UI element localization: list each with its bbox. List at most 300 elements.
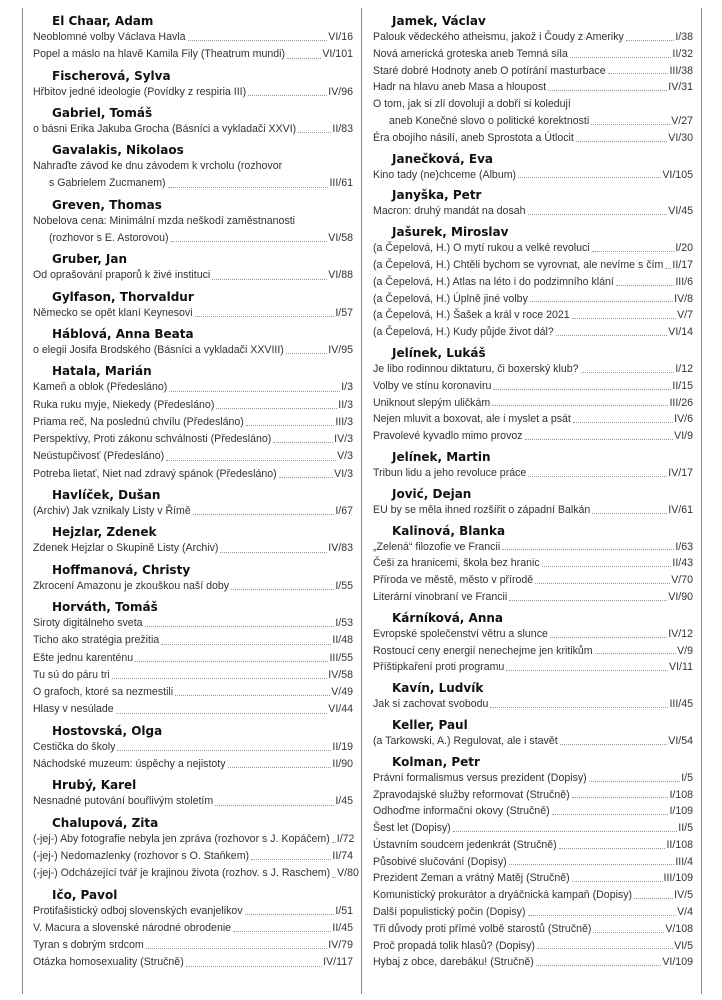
dot-leader [116,701,328,713]
entry-line [373,887,693,904]
entry-page: VI/3 [334,467,353,480]
entry-title: Kino tady (ne)chceme (Album) [373,168,517,181]
entry-page: IV/96 [328,85,353,98]
entry-page: IV/8 [674,292,693,305]
entry-page: VI/44 [328,703,353,716]
entry-line [33,397,353,414]
entry-line [33,739,353,756]
entry-title-continued: s Gabrielem Zucmanem) [49,177,166,190]
index-entry [33,213,353,248]
entry-title: Priama reč, Na poslednú chvílu (Předesláno) [33,415,244,428]
entry-line [373,733,693,750]
entry-page: I/12 [675,362,693,375]
dot-leader [570,46,672,58]
entry-title: (a Tarkowski, A.) Regulovat, ale i stavět [373,734,558,747]
entry-title: Rostoucí ceny energií nenechejme jen kritikům [373,644,593,657]
entry-page: III/38 [669,64,693,77]
entry-title: (Archiv) Jak vznikaly Listy v Římě [33,505,191,518]
dot-leader [572,307,676,319]
entry-line [33,701,353,718]
entry-page: V/7 [677,309,693,322]
index-entry [33,865,359,882]
entry-line [373,539,693,556]
dot-leader [589,770,681,782]
entry-title: Hybaj z obce, darebáku! (Stručně) [373,956,534,969]
index-entry [373,274,693,291]
entry-page: IV/12 [668,627,693,640]
entry-line [33,667,353,684]
entry-line [373,274,693,291]
author-heading: Háblová, Anna Beata [52,326,194,341]
entry-line [373,954,693,971]
entry-title: o elegii Josifa Brodského (Básníci a vykladači XXVIII) [33,343,284,356]
dot-leader [490,696,668,708]
index-entry [373,589,693,606]
entry-page: IV/5 [674,889,693,902]
dot-leader [608,63,669,75]
entry-title: Příroda ve městě, město v přírodě [373,574,534,587]
entry-page: V/27 [671,114,693,127]
entry-page: VI/5 [674,939,693,952]
dot-leader [248,84,327,96]
author-heading: Gruber, Jan [52,252,128,267]
entry-line [33,213,353,230]
entry-line [373,29,693,46]
dot-leader [559,837,666,849]
dot-leader [572,787,669,799]
entry-title: O tom, jak si zlí dovolují a dobří si koledují [373,98,571,111]
dot-leader [251,848,331,860]
entry-title: Siroty digitálneho sveta [33,616,143,629]
entry-title: „Zelená“ filozofie ve Francii [373,540,501,553]
entry-title: (-jej-) Aby fotografie nebyla jen zpráva (rozhovor s J. Kopáčem) [33,832,330,845]
dot-leader [135,650,328,662]
dot-leader [530,291,673,303]
entry-page: III/109 [663,872,693,885]
entry-title: Ticho ako stratégia prežitia [33,634,160,647]
entry-line [33,448,353,465]
dot-leader [573,411,673,423]
entry-page: VI/58 [328,232,353,245]
entry-line [373,203,693,220]
index-entry [33,831,353,848]
entry-page: II/90 [332,758,353,771]
index-entry [373,887,693,904]
entry-line [33,848,353,865]
entry-line [33,121,353,138]
index-entry [373,307,693,324]
entry-page: V/4 [677,906,693,919]
entry-page: VI/109 [662,956,693,969]
author-heading: El Chaar, Adam [52,14,154,28]
right-border-rule [701,8,702,994]
entry-line [33,431,353,448]
entry-page: VI/105 [662,168,693,181]
dot-leader [552,803,669,815]
entry-title: Neoblomné volby Václava Havla [33,31,186,43]
entry-line [33,793,353,810]
index-entry [373,938,693,955]
author-heading: Jović, Dejan [392,486,472,501]
dot-leader [556,324,667,336]
index-entry [33,903,353,920]
entry-line [373,63,693,80]
entry-title: (a Čepelová, H.) Atlas na léto i do podzimního klání [373,275,614,288]
entry-page: II/43 [672,557,693,570]
entry-page: II/32 [672,47,693,60]
entry-title: (a Čepelová, H.) O mytí rukou a velké revoluci [373,242,590,255]
entry-line [33,267,353,284]
index-entry [373,46,693,63]
dot-leader [542,555,672,567]
entry-page: V/80 [337,867,359,880]
entry-title: Palouk vědeckého atheismu, jakož i Čoudy z Ameriky [373,31,624,43]
index-entry [373,167,693,184]
dot-leader [175,684,330,696]
author-heading: Havlíček, Dušan [52,488,161,503]
entry-title: Cestička do školy [33,740,116,753]
entry-page: II/108 [666,838,693,851]
entry-title: Nobelova cena: Minimální mzda neškodí zaměstnanosti [33,214,296,227]
index-entry [373,954,693,971]
index-entry [33,615,353,632]
entry-page: III/6 [675,275,693,288]
entry-line [33,756,353,773]
entry-page: IV/83 [328,542,353,555]
entry-line [33,954,353,971]
entry-line [373,79,693,96]
index-entry [373,626,693,643]
entry-line [33,540,353,557]
entry-title: Češi za hranicemi, škola bez hranic [373,557,540,570]
entry-title: Literární vinobraní ve Francii [373,590,508,603]
entry-line [373,96,693,113]
dot-leader [528,904,677,916]
entry-page: VI/9 [674,430,693,443]
dot-leader [169,379,340,391]
entry-page: I/53 [335,616,353,629]
entry-page: I/20 [675,242,693,255]
dot-leader [228,756,332,768]
dot-leader [506,659,668,671]
entry-page: VI/14 [668,326,693,339]
index-entry [373,411,693,428]
entry-page: III/45 [669,698,693,711]
entry-line [33,342,353,359]
entry-title: Hřbitov jedné ideologie (Povídky z respiria III) [33,85,247,98]
entry-page: IV/3 [334,433,353,446]
index-entry [373,79,693,96]
dot-leader [525,428,674,440]
entry-line [33,305,353,322]
dot-leader [576,130,667,142]
entry-line [33,937,353,954]
entry-page: IV/58 [328,668,353,681]
entry-page: I/38 [675,31,693,43]
entry-page: I/51 [335,904,353,917]
index-entry [33,739,353,756]
index-entry [373,240,693,257]
index-entry [373,733,693,750]
entry-title: (-jej-) Odcházející tvář je krajinou života (rozhov. s J. Raschem) [33,867,331,880]
entry-line [33,414,353,431]
entry-page: II/5 [678,822,693,835]
entry-page: VI/11 [669,661,693,674]
entry-line [373,324,693,341]
entry-title: Komunistický prokurátor a dryáčnická kampaň (Dopisy) [373,889,633,902]
entry-title: EU by se měla ihned rozšířit o západní Balkán [373,503,591,516]
entry-line [33,29,353,46]
entry-page: I/72 [336,832,355,845]
entry-line [373,361,693,378]
entry-title: V. Macura a slovenské národné obrodenie [33,921,232,934]
entry-line [33,632,353,649]
entry-title-continued: (rozhovor s E. Astorovou) [49,232,169,245]
entry-title: Je libo rodinnou diktaturu, či boxerský klub? [373,362,579,375]
entry-title: Nahraďte závod ke dnu závodem k vrcholu (rozhovor [33,160,283,173]
index-entry [373,870,693,887]
entry-title: Náchodské muzeum: úspěchy a nejistoty [33,758,226,771]
entry-line [373,411,693,428]
dot-leader [535,572,670,584]
index-entry [33,684,353,701]
entry-page: VI/30 [668,131,693,144]
index-entry [373,921,693,938]
index-entry [33,397,353,414]
author-heading: Chalupová, Zita [52,815,159,830]
entry-title: Neústupčivosť (Předesláno) [33,450,165,463]
dot-leader [166,448,336,460]
entry-page: III/4 [675,855,693,868]
entry-page: II/15 [672,379,693,392]
index-entry [33,650,353,667]
dot-leader [286,342,327,354]
entry-line [373,820,693,837]
entry-page: I/67 [335,505,353,518]
index-entry [373,203,693,220]
index-entry [373,257,693,274]
dot-leader [537,938,673,950]
entry-line [373,589,693,606]
entry-title: Tyran s dobrým srdcom [33,939,144,952]
entry-page: VI/45 [668,205,693,218]
dot-leader [117,739,331,751]
entry-title: Další populistický počin (Dopisy) [373,906,526,919]
entry-title: Ústavním soudcem jedenkrát (Stručně) [373,838,557,851]
dot-leader [665,257,671,269]
entry-title: Éra obojího násilí, aneb Sprostota a Útlocit [373,131,574,144]
entry-title: Zpravodajské služby reformovat (Stručně) [373,788,570,801]
entry-line [373,378,693,395]
index-entry [33,954,353,971]
index-entry [33,701,353,718]
column-divider-rule [361,8,362,994]
entry-page: IV/6 [674,413,693,426]
entry-title: (a Čepelová, H.) Kudy půjde život dál? [373,326,554,339]
index-entry [33,937,353,954]
entry-title: (a Čepelová, H.) Šašek a král v roce 2021 [373,309,570,322]
dot-leader [287,46,321,58]
index-entry [373,820,693,837]
entry-title: Odhoďme informační okovy (Stručně) [373,805,550,818]
entry-title: Hlasy v nesúlade [33,703,114,716]
index-column-left [33,13,359,972]
entry-page: V/9 [677,644,693,657]
author-heading: Kavín, Ludvík [392,681,484,696]
entry-page: II/45 [332,921,353,934]
index-entry [373,63,693,80]
entry-page: IV/79 [328,939,353,952]
entry-page: IV/117 [323,956,353,969]
entry-line [33,903,353,920]
dot-leader [572,870,663,882]
dot-leader [168,175,329,187]
entry-page: IV/61 [668,503,693,516]
index-entry [373,770,693,787]
index-entry [373,787,693,804]
entry-line [373,555,693,572]
author-heading: Fischerová, Sylva [52,68,171,83]
index-entry [373,395,693,412]
dot-leader [332,831,336,843]
index-entry [373,378,693,395]
entry-page: VI/16 [328,31,353,43]
index-entry [373,361,693,378]
index-entry [373,643,693,660]
index-entry [373,428,693,445]
entry-page: V/108 [665,922,693,935]
dot-leader [112,667,328,679]
index-entry [33,793,353,810]
entry-title: Nesnadné putování bouřlivým stoletím [33,795,214,808]
index-entry [33,414,353,431]
entry-line [33,650,353,667]
entry-line [373,291,693,308]
entry-title: Staré dobré Hodnoty aneb O potírání masturbace [373,64,606,77]
index-entry [33,29,353,46]
entry-line [373,167,693,184]
dot-leader [220,540,327,552]
entry-line [33,158,353,175]
entry-line-continued [373,113,693,130]
entry-line [373,904,693,921]
author-heading: Janyška, Petr [392,188,482,203]
entry-page: V/3 [337,450,353,463]
index-entry [33,848,353,865]
entry-title: Tribun lidu a jeho revoluce práce [373,466,527,479]
author-heading: Kolman, Petr [392,754,480,769]
index-entry [373,502,693,519]
entry-title: Nejen mluvit a boxovat, ale i myslet a psát [373,413,571,426]
entry-title: Protifašistický odboj slovenských evanjelikov [33,904,243,917]
entry-line [33,684,353,701]
entry-page: II/17 [672,258,693,271]
entry-line [373,659,693,676]
entry-page: II/83 [332,122,353,135]
dot-leader [273,431,333,443]
entry-title: Prezident Zeman a vrátný Matěj (Stručně) [373,872,570,885]
dot-leader [509,589,667,601]
entry-line [373,938,693,955]
dot-leader [145,615,335,627]
index-entry [373,130,693,147]
dot-leader [215,793,334,805]
dot-leader [279,466,333,478]
author-heading: Jelínek, Martin [392,449,491,464]
author-heading: Horváth, Tomáš [52,599,158,614]
entry-line [33,578,353,595]
entry-line [373,696,693,713]
author-heading: Jelínek, Lukáš [392,345,486,360]
dot-leader [332,865,336,877]
entry-title: Perspektívy, Proti zákonu schválnosti (Předesláno) [33,433,272,446]
author-heading: Hejzlar, Zdenek [52,525,157,540]
dot-leader [592,502,667,514]
dot-leader [626,29,674,41]
entry-line [33,831,353,848]
entry-title: O grafoch, ktoré sa nezmestili [33,686,174,699]
dot-leader [188,29,328,41]
dot-leader [548,79,667,91]
dot-leader [518,167,661,179]
entry-line [373,130,693,147]
entry-title: Potreba lietať, Niet nad zdravý spánok (Předesláno) [33,467,277,480]
index-entry [33,632,353,649]
entry-line [373,257,693,274]
entry-page: I/63 [675,540,693,553]
dot-leader [560,733,668,745]
entry-title: o básni Erika Jakuba Grocha (Básníci a vykladači XXVI) [33,122,297,135]
entry-page: II/19 [332,740,353,753]
entry-title: Jak si zachovat svobodu [373,698,489,711]
entry-line [373,572,693,589]
entry-page: IV/17 [668,466,693,479]
dot-leader [216,397,337,409]
entry-page: III/61 [329,177,353,190]
index-entry [373,324,693,341]
index-entry [33,578,353,595]
entry-title: Kameň a oblok (Předesláno) [33,381,168,394]
index-entry [33,158,353,193]
dot-leader [581,361,675,373]
dot-leader [492,395,668,407]
index-entry [373,96,693,130]
entry-line-continued [33,175,353,192]
index-entry [33,466,353,483]
entry-page: VI/54 [668,734,693,747]
entry-title: Tu sú do páru tri [33,668,110,681]
index-column-right [373,13,693,971]
entry-line [373,837,693,854]
entry-page: IV/95 [328,343,353,356]
author-heading: Gavalakis, Nikolaos [52,143,184,158]
author-heading: Hrubý, Karel [52,778,137,793]
entry-page: IV/31 [668,81,693,94]
author-heading: Janečková, Eva [392,151,494,166]
entry-title: Německo se opět klaní Keynesovi [33,306,193,319]
entry-line [33,920,353,937]
entry-title: Uniknout slepým uličkám [373,396,491,409]
dot-leader [195,305,335,317]
entry-page: II/3 [338,398,353,411]
entry-page: I/108 [669,788,693,801]
index-entry [373,696,693,713]
entry-page: I/5 [681,771,693,784]
entry-title: Otázka homosexuality (Stručně) [33,956,184,969]
entry-line [373,787,693,804]
author-heading: Gabriel, Tomáš [52,105,153,120]
entry-title: Tři důvody proti přímé volbě starostů (Stručně) [373,922,592,935]
